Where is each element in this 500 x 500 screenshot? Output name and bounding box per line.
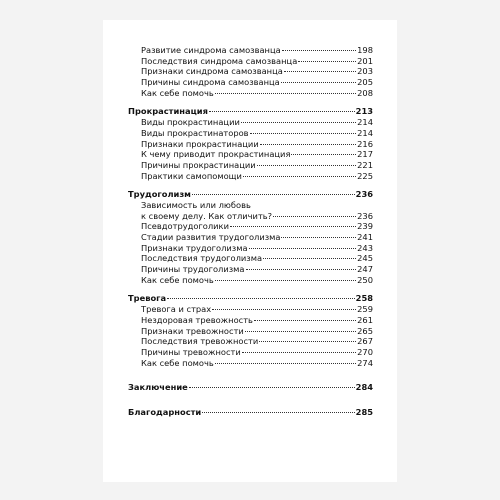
toc-chapter-title: Трудоголизм [128,189,191,200]
toc-entry[interactable] [128,200,373,211]
toc-entry-title: Признаки трудоголизма [141,242,248,253]
toc-chapter-page: 236 [355,189,373,200]
dot-leader [260,144,356,145]
toc-entry-page: 250 [357,274,373,285]
toc-entry-page: 198 [357,45,373,55]
dot-leader [250,133,357,134]
toc-entry-title: Причины трудоголизма [141,264,245,275]
dot-leader [281,82,356,83]
toc-entry[interactable] [128,253,373,264]
dot-leader [189,387,355,388]
toc-entry[interactable] [128,243,373,254]
dot-leader [209,111,355,112]
dot-leader [254,320,356,321]
toc-entry-title: К чему приводит прокрастинация [141,149,291,160]
dot-leader [291,154,356,155]
dot-leader [192,194,355,195]
toc-entry[interactable] [128,171,373,182]
toc-entry-title: Стадии развития трудоголизма [141,232,281,242]
toc-entry-page: 261 [357,314,373,325]
toc-entry-title: Практики самопомощи [141,170,242,181]
toc-chapter-page: 284 [355,382,373,393]
toc-entry[interactable] [128,347,373,358]
toc-entry-page: 239 [357,221,373,232]
toc-entry-page: 225 [357,170,373,181]
toc-entry[interactable] [128,149,373,160]
dot-leader [263,258,356,259]
toc-entry-title: Как себе помочь [141,357,214,368]
toc-entry-title: Развитие синдрома самозванца [141,45,281,55]
toc-chapter-title: Заключение [128,382,188,393]
toc-chapter[interactable] [128,407,373,418]
dot-leader [282,50,356,51]
toc-entry-page: 208 [357,87,373,98]
toc-entry-page: 247 [357,264,373,275]
toc-entry-page: 205 [357,77,373,88]
toc-entry[interactable] [128,128,373,139]
toc-chapter[interactable] [128,293,373,304]
dot-leader [242,352,356,353]
toc-entry-page: 236 [357,210,373,221]
toc-entry-page: 203 [357,66,373,77]
toc-entry-title: Причины синдрома самозванца [141,77,280,88]
toc-entry[interactable] [128,326,373,337]
toc-entry-page: 267 [357,336,373,347]
toc-entry[interactable] [128,66,373,77]
toc-entry-page: 201 [357,55,373,66]
toc-chapter-page: 258 [355,293,373,304]
toc-entry-page: 214 [357,127,373,138]
toc-entry-title: Причины тревожности [141,346,241,357]
toc-entry[interactable] [128,304,373,315]
toc-chapter[interactable] [128,382,373,393]
toc-entry-page: 265 [357,325,373,336]
toc-entry-page: 216 [357,138,373,149]
toc-entry-page: 259 [357,304,373,315]
toc-chapter[interactable] [128,106,373,117]
toc-entry-title: Виды прокрастинаторов [141,127,249,138]
toc-entry-title: Виды прокрастинации [141,117,240,128]
dot-leader [298,61,356,62]
dot-leader [281,237,356,238]
toc-chapter-title: Тревога [128,293,167,304]
toc-entry-title: Последствия тревожности [141,336,259,347]
toc-entry[interactable] [128,264,373,275]
dot-leader [167,298,355,299]
toc-entry-page: 245 [357,253,373,264]
toc-entry-title: Последствия трудоголизма [141,253,263,264]
toc-entry-title: Псевдотрудоголики [141,221,229,232]
toc-entry[interactable] [128,56,373,67]
toc-entry-page: 241 [357,232,373,242]
toc-entry[interactable] [128,358,373,369]
toc-chapter-title: Благодарности [128,406,202,417]
dot-leader [215,363,356,364]
toc-entry[interactable] [128,45,373,56]
dot-leader [249,248,357,249]
toc-entry-title: Как себе помочь [141,87,214,98]
toc-entry-title: Причины прокрастинации [141,159,256,170]
dot-leader [257,165,356,166]
dot-leader [245,331,356,332]
dot-leader [243,176,356,177]
toc-entry-title: Нездоровая тревожность [141,314,253,325]
toc-entry-title: к своему делу. Как отличить? [141,210,273,221]
toc-entry-title: Признаки синдрома самозванца [141,66,283,77]
toc-entry[interactable] [128,88,373,99]
toc-entry-page: 243 [357,242,373,253]
toc-chapter-page: 285 [355,406,373,417]
toc-entry-page: 214 [357,117,373,128]
dot-leader [284,71,356,72]
toc-entry-page: 221 [357,159,373,170]
dot-leader [215,280,356,281]
toc-entry-title: Как себе помочь [141,274,214,285]
toc-entry-title: Признаки прокрастинации [141,138,259,149]
toc-entry-title: Признаки тревожности [141,325,244,336]
dot-leader [230,226,356,227]
toc-entry[interactable] [128,336,373,347]
toc-entry[interactable] [128,221,373,232]
toc-entry-page: 274 [357,357,373,368]
toc-entry[interactable] [128,77,373,88]
toc-chapter-page: 213 [355,106,373,117]
toc-entry[interactable] [128,139,373,150]
toc-entry[interactable] [128,117,373,128]
dot-leader [241,122,356,123]
toc-chapter-title: Прокрастинация [128,106,208,117]
dot-leader [246,269,357,270]
dot-leader [215,93,356,94]
toc-chapter[interactable] [128,189,373,200]
toc-entry[interactable] [128,232,373,243]
toc-entry[interactable] [128,315,373,326]
dot-leader [202,412,354,413]
table-of-contents [128,45,373,418]
toc-entry-title: Тревога и страх [141,304,212,315]
toc-entry[interactable] [128,275,373,286]
dot-leader [273,216,356,217]
toc-entry-page: 270 [357,346,373,357]
dot-leader [212,309,356,310]
toc-entry-title: Последствия синдрома самозванца [141,55,298,66]
toc-entry-page: 217 [357,149,373,160]
toc-entry[interactable] [128,211,373,222]
dot-leader [259,341,356,342]
toc-entry-title: Зависимость или любовь [141,199,251,210]
toc-entry[interactable] [128,160,373,171]
